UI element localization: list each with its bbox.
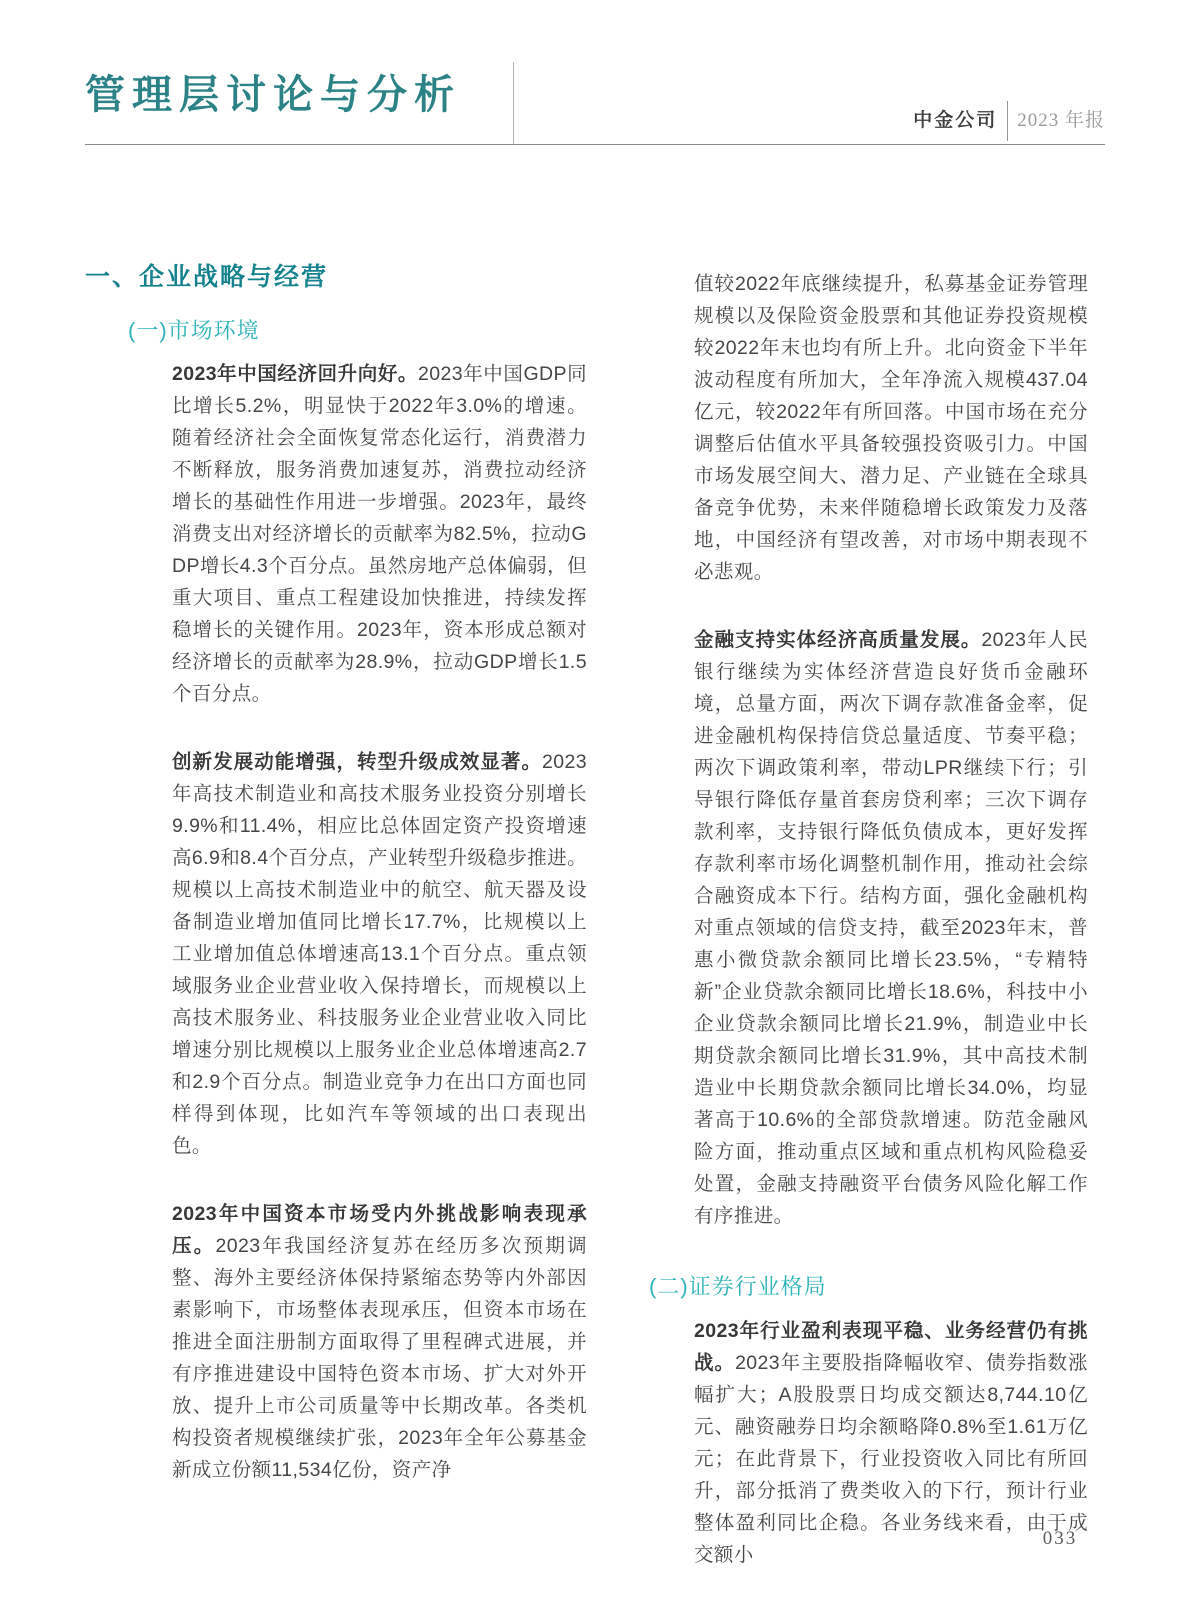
paragraph-text: 2023年中国GDP同比增长5.2%，明显快于2022年3.0%的增速。随着经济社会全面恢复常态化运行，消费潜力不断释放，服务消费加速复苏，消费拉动经济增长的基础性作用进一步增强。2023年，最终消费支出对经济增长的贡献率为82.5%，拉动GDP增长4.3个百分点。虽然房地产总体偏弱，但重大项目、重点工程建设加快推进，持续发挥稳增长的关键作用。2023年，资本形成总额对经济增长的贡献率为28.9%，拉动GDP增长1.5个百分点。 — [172, 363, 587, 705]
page-title: 管理层讨论与分析 — [85, 72, 461, 117]
subsection-heading-market-environment: (一)市场环境 — [128, 318, 260, 343]
header-right — [890, 101, 1105, 141]
paragraph-finance-support-economy — [694, 624, 1088, 1232]
section-heading-strategy: 一、企业战略与经营 — [85, 263, 329, 291]
page-number: 033 — [1042, 1528, 1078, 1549]
left-column — [85, 262, 588, 1486]
paragraph-capital-market-pressure — [172, 1198, 587, 1486]
header-rule — [85, 144, 1105, 145]
paragraph-lead: 2023年中国资本市场受内外挑战影响表现承压。 — [172, 1203, 587, 1257]
report-year: 2023 年报 — [1017, 110, 1105, 131]
paragraph-lead: 创新发展动能增强，转型升级成效显著。 — [172, 751, 543, 773]
paragraph-lead: 金融支持实体经济高质量发展。 — [694, 629, 982, 651]
paragraph-text: 2023年主要股指降幅收窄、债券指数涨幅扩大；A股股票日均成交额达8,744.10亿元、融资融券日均余额略降0.8%至1.61万亿元；在此背景下，行业投资收入同比有所回升，部分抵消了费类收入的下行，预计行业整体盈利同比企稳。各业务线来看，由于成交额小 — [694, 1352, 1088, 1566]
paragraph-text: 2023年人民银行继续为实体经济营造良好货币金融环境，总量方面，两次下调存款准备金率，促进金融机构保持信贷总量适度、节奏平稳；两次下调政策利率，带动LPR继续下行；引导银行降低存量首套房贷利率；三次下调存款利率，支持银行降低负债成本，更好发挥存款利率市场化调整机制作用，推动社会综合融资成本下行。结构方面，强化金融机构对重点领域的信贷支持，截至2023年末，普惠小微贷款余额同比增长23.5%，“专精特新”企业贷款余额同比增长18.6%，科技中小企业贷款余额同比增长21.9%，制造业中长期贷款余额同比增长31.9%，其中高技术制造业中长期贷款余额同比增长34.0%，均显著高于10.6%的全部贷款增速。防范金融风险方面，推动重点区域和重点机构风险稳妥处置，金融支持融资平台债务风险化解工作有序推进。 — [694, 629, 1088, 1227]
right-column — [649, 262, 1090, 1571]
paragraph-text: 2023年高技术制造业和高技术服务业投资分别增长9.9%和11.4%，相应比总体固定资产投资增速高6.9和8.4个百分点，产业转型升级稳步推进。规模以上高技术制造业中的航空、航天器及设备制造业增加值同比增长17.7%，比规模以上工业增加值总体增速高13.1个百分点。重点领域服务业企业营业收入保持增长，而规模以上高技术服务业、科技服务业企业营业收入同比增速分别比规模以上服务业企业总体增速高2.7和2.9个百分点。制造业竞争力在出口方面也同样得到体现，比如汽车等领域的出口表现出色。 — [172, 751, 587, 1157]
paragraph-lead: 2023年行业盈利表现平稳、业务经营仍有挑战。 — [694, 1320, 1088, 1374]
paragraph-lead: 2023年中国经济回升向好。 — [172, 363, 419, 385]
header-right-divider — [1007, 101, 1008, 141]
company-name: 中金公司 — [913, 110, 998, 131]
subsection-heading-securities-industry: (二)证券行业格局 — [649, 1274, 827, 1299]
paragraph-innovation-growth — [172, 746, 587, 1162]
header-title-divider — [513, 62, 514, 145]
paragraph-text: 2023年我国经济复苏在经历多次预期调整、海外主要经济体保持紧缩态势等内外部因素影响下，市场整体表现承压，但资本市场在推进全面注册制方面取得了里程碑式进展，并有序推进建设中国特色资本市场、扩大对外开放、提升上市公司质量等中长期改革。各类机构投资者规模继续扩张，2023年全年公募基金新成立份额11,534亿份，资产净 — [172, 1235, 587, 1481]
paragraph-economy-recovery — [172, 358, 587, 710]
paragraph-capital-market-continued — [694, 268, 1088, 588]
paragraph-text: 值较2022年底继续提升，私募基金证券管理规模以及保险资金股票和其他证券投资规模较2022年末也均有所上升。北向资金下半年波动程度有所加大，全年净流入规模437.04亿元，较2022年有所回落。中国市场在充分调整后估值水平具备较强投资吸引力。中国市场发展空间大、潜力足、产业链在全球具备竞争优势，未来伴随稳增长政策发力及落地，中国经济有望改善，对市场中期表现不必悲观。 — [694, 273, 1088, 583]
paragraph-industry-profit — [694, 1315, 1088, 1571]
